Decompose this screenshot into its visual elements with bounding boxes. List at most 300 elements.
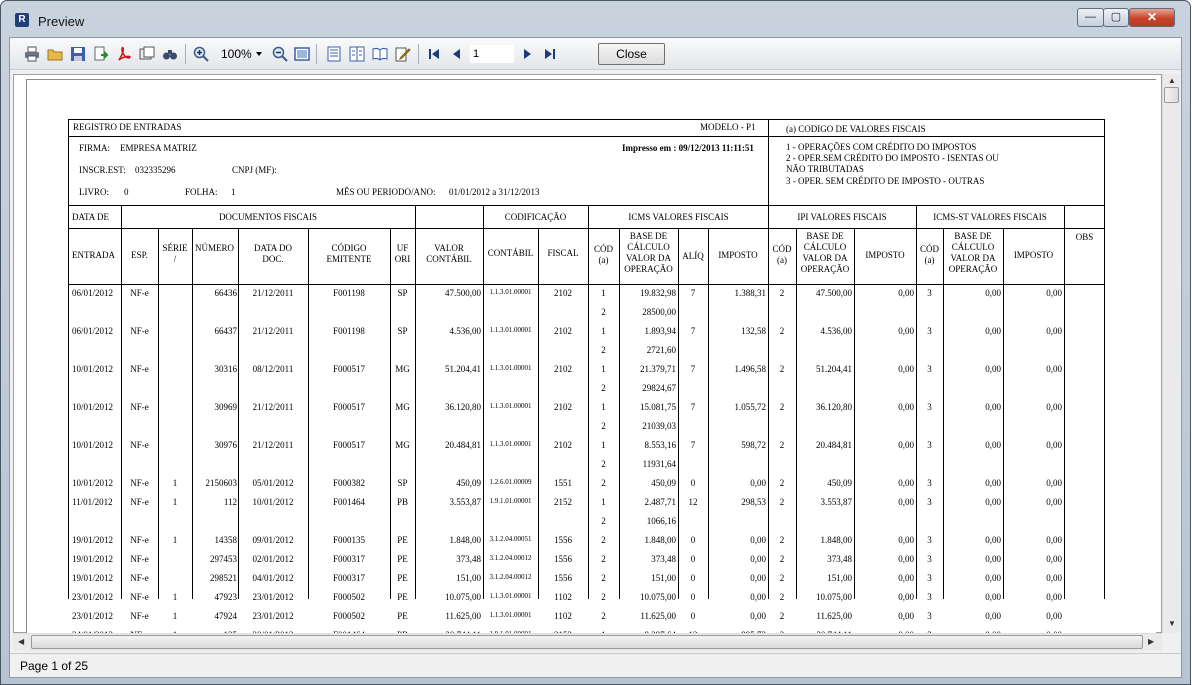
cnpj-label: CNPJ (MF): (232, 165, 277, 175)
cell-data-doc: 02/01/2012 (252, 554, 294, 564)
cell-codigo: F000502 (332, 592, 365, 602)
cell-aliq: 0 (690, 592, 696, 602)
cell-st-base: 0,00 (985, 326, 1001, 336)
cell-numero: 298521 (210, 573, 237, 583)
scroll-left-icon[interactable]: ◀ (18, 637, 25, 646)
folha-label: FOLHA: (185, 187, 218, 197)
cell-esp: NF-e (130, 554, 149, 564)
cell-data-doc: 04/01/2012 (252, 573, 294, 583)
cell-st-imposto: 0,00 (1046, 440, 1062, 450)
livro-value: 0 (124, 187, 129, 197)
cell-ipi-base: 47.500,00 (816, 288, 852, 298)
cell-cod-a: 1 (601, 440, 606, 450)
cell-fiscal: 2102 (554, 364, 572, 374)
cell-numero: 30316 (214, 364, 237, 374)
cell-valor: 450,09 (456, 478, 481, 488)
cell-codigo: F000517 (332, 402, 365, 412)
cell-ipi-base: 3.553,87 (820, 497, 852, 507)
save-icon[interactable] (70, 46, 86, 62)
cell-valor: 1.848,00 (449, 535, 481, 545)
cell-ipi-cod: 2 (779, 535, 785, 545)
cell-ipi-imposto: 0,00 (898, 573, 914, 583)
cell-numero: 2150603 (205, 478, 237, 488)
cell-entrada: 06/01/2012 (72, 326, 114, 336)
cell-fiscal: 2102 (554, 288, 572, 298)
cell-imposto: 132,58 (741, 326, 766, 336)
cell-cod-a: 1 (601, 326, 606, 336)
cell-entrada: 19/01/2012 (72, 573, 114, 583)
vertical-scroll-thumb[interactable] (1164, 87, 1179, 103)
cell-aliq: 0 (690, 554, 696, 564)
next-page-icon[interactable] (519, 46, 535, 62)
header-fiscal: FISCAL (547, 248, 579, 258)
cell-extra-base: 1066,16 (646, 516, 676, 526)
cell-ipi-base: 373,48 (827, 554, 852, 564)
printed-at: Impresso em : 09/12/2013 11:11:51 (622, 143, 754, 153)
cell-imposto: 1.388,31 (734, 288, 766, 298)
cell-valor: 4.536,00 (449, 326, 481, 336)
cell-base: 8.553,16 (644, 440, 676, 450)
cell-st-imposto: 0,00 (1046, 364, 1062, 374)
cell-uf: PB (396, 497, 408, 507)
cell-fiscal: 2152 (554, 497, 572, 507)
cell-valor: 20.484,81 (445, 440, 481, 450)
cell-ipi-base: 1.848,00 (820, 535, 852, 545)
cell-data-doc: 08/12/2011 (252, 364, 294, 374)
cell-st-base: 0,00 (985, 497, 1001, 507)
cell-serie: 1 (172, 535, 178, 545)
header-entrada: ENTRADA (72, 250, 115, 260)
header-ipi-base-3: VALOR DA (802, 253, 848, 263)
cell-aliq: 0 (690, 573, 696, 583)
cell-serie: 1 (172, 592, 178, 602)
cell-codigo: F000382 (332, 478, 365, 488)
cell-entrada: 19/01/2012 (72, 535, 114, 545)
header-icms-base-3: VALOR DA (625, 253, 672, 263)
cell-imposto: 0,00 (750, 535, 766, 545)
edit-icon[interactable] (395, 46, 411, 62)
cell-fiscal: 1102 (554, 592, 572, 602)
cell-imposto: 0,00 (750, 478, 766, 488)
cell-cod-a: 2 (601, 535, 606, 545)
cell-base: 373,48 (651, 554, 676, 564)
cell-ipi-cod: 2 (779, 478, 785, 488)
cell-ipi-cod: 2 (779, 497, 785, 507)
cell-st-base: 0,00 (985, 554, 1001, 564)
cell-codigo: F000135 (332, 535, 365, 545)
cell-fiscal: 1102 (554, 611, 572, 621)
cell-entrada: 11/01/2012 (72, 497, 113, 507)
zoom-out-icon[interactable] (272, 46, 288, 62)
cell-valor: 36.120,80 (445, 402, 481, 412)
close-button[interactable]: Close (598, 43, 665, 65)
prev-page-icon[interactable] (449, 46, 465, 62)
close-window-button[interactable]: ✕ (1129, 8, 1175, 27)
cell-numero: 14358 (214, 535, 237, 545)
cell-aliq: 0 (690, 535, 696, 545)
cell-extra-base: 28500,00 (642, 307, 676, 317)
cell-codigo: F001464 (332, 497, 365, 507)
page-status: Page 1 of 25 (20, 659, 89, 673)
cell-ipi-imposto: 0,00 (898, 611, 914, 621)
cell-extra-base: 11931,64 (642, 459, 676, 469)
cell-base: 2.487,71 (644, 497, 676, 507)
cell-fiscal: 2102 (554, 440, 572, 450)
minimize-button[interactable]: — (1077, 8, 1104, 27)
cell-numero: 47924 (214, 611, 237, 621)
chevron-down-icon[interactable] (256, 52, 262, 56)
cell-data-doc: 10/01/2012 (252, 497, 294, 507)
cell-st-imposto: 0,00 (1046, 554, 1062, 564)
cell-numero: 47923 (214, 592, 237, 602)
toolbar (10, 38, 1181, 70)
export-icon[interactable] (93, 46, 109, 62)
cell-aliq: 7 (690, 402, 696, 412)
last-page-icon[interactable] (542, 46, 558, 62)
cell-st-base: 0,00 (985, 535, 1001, 545)
scroll-down-icon[interactable]: ▼ (1168, 619, 1176, 628)
cell-base: 21.379,71 (640, 364, 676, 374)
cell-extra-base: 21039,03 (642, 421, 676, 431)
maximize-button[interactable]: ▢ (1103, 8, 1129, 27)
cell-data-doc: 23/01/2012 (252, 592, 294, 602)
header-icms-imposto: IMPOSTO (718, 250, 758, 260)
cell-st-base: 0,00 (985, 573, 1001, 583)
header-icms: ICMS VALORES FISCAIS (628, 212, 729, 222)
preview-area[interactable] (13, 74, 1162, 633)
header-icms-base-2: CÁLCULO (627, 242, 670, 252)
code-2-cont: NÃO TRIBUTADAS (786, 164, 864, 174)
title-bar[interactable] (1, 1, 1192, 35)
cell-ipi-cod: 2 (779, 326, 785, 336)
cell-uf: PE (397, 592, 408, 602)
one-page-icon[interactable] (326, 46, 342, 62)
cell-ipi-imposto: 0,00 (898, 364, 914, 374)
email-icon[interactable] (139, 46, 155, 62)
cell-ipi-imposto: 0,00 (898, 478, 914, 488)
cell-codigo: F001198 (333, 288, 365, 298)
full-screen-icon[interactable] (294, 46, 310, 62)
cell-fiscal: 1556 (554, 535, 572, 545)
cell-cod-a: 2 (601, 592, 606, 602)
scroll-up-icon[interactable]: ▲ (1168, 76, 1176, 85)
zoom-in-icon[interactable] (193, 46, 209, 62)
cell-uf: SP (397, 288, 408, 298)
cell-ipi-cod: 2 (779, 611, 785, 621)
cell-st-cod: 3 (927, 326, 932, 336)
folha-value: 1 (231, 187, 236, 197)
cell-uf: MG (395, 440, 410, 450)
cell-ipi-base: 450,09 (827, 478, 852, 488)
cell-uf: PE (397, 611, 408, 621)
header-icms-base: BASE DE (629, 231, 668, 241)
cell-valor: 373,48 (456, 554, 481, 564)
cell-aliq: 12 (688, 497, 698, 507)
cell-ipi-base: 20.484,81 (816, 440, 852, 450)
cell-st-cod: 3 (927, 440, 932, 450)
header-uf: UF (396, 243, 409, 253)
header-st-cod-a: (a) (924, 255, 935, 265)
horizontal-scrollbar[interactable] (13, 633, 1162, 651)
cell-entrada: 10/01/2012 (72, 402, 114, 412)
cell-entrada: 10/01/2012 (72, 440, 114, 450)
cell-uf: SP (397, 478, 408, 488)
periodo-value: 01/01/2012 a 31/12/2013 (449, 187, 540, 197)
cell-ipi-imposto: 0,00 (898, 326, 914, 336)
cell-entrada: 10/01/2012 (72, 478, 114, 488)
cell-codigo: F000502 (332, 611, 365, 621)
cell-base: 19.832,98 (640, 288, 676, 298)
toolbar-separator (418, 44, 419, 64)
cell-st-cod: 3 (927, 573, 932, 583)
header-esp: ESP. (131, 250, 148, 260)
page-setup-icon[interactable] (372, 46, 388, 62)
cell-valor: 47.500,00 (445, 288, 481, 298)
cell-contabil: 1.1.3.01.00001 (489, 611, 532, 619)
cell-fiscal: 2102 (554, 402, 572, 412)
cell-numero: 297453 (210, 554, 237, 564)
codes-title: (a) CODIGO DE VALORES FISCAIS (786, 124, 926, 134)
cell-valor: 51.204,41 (445, 364, 481, 374)
cell-st-base: 0,00 (985, 611, 1001, 621)
cell-st-imposto: 0,00 (1046, 535, 1062, 545)
header-codigo: CÓDIGO (331, 243, 367, 253)
cell-st-base: 0,00 (985, 440, 1001, 450)
cell-serie: 1 (172, 611, 178, 621)
cell-codigo: F001198 (333, 326, 365, 336)
cell-ipi-cod: 2 (779, 402, 785, 412)
cell-st-cod: 3 (927, 592, 932, 602)
header-serie: SÉRIE (162, 243, 188, 253)
cell-contabil: 1.1.3.01.00001 (489, 402, 532, 410)
cell-aliq: 0 (690, 611, 696, 621)
cell-base: 151,00 (651, 573, 676, 583)
cell-st-imposto: 0,00 (1046, 497, 1062, 507)
header-uf-ori: ORI (394, 254, 411, 264)
preview-client (9, 37, 1182, 678)
cell-data-doc: 23/01/2012 (252, 611, 294, 621)
cell-serie: 1 (172, 497, 178, 507)
report-title: REGISTRO DE ENTRADAS (73, 122, 182, 132)
cell-ipi-imposto: 0,00 (898, 535, 914, 545)
cell-cod-a: 2 (601, 611, 606, 621)
header-ipi-cod: CÓD (772, 244, 792, 254)
header-ipi-base: BASE DE (806, 231, 844, 241)
cell-contabil: 1.1.3.01.00001 (489, 440, 532, 448)
cell-aliq: 7 (690, 326, 696, 336)
periodo-label: MÊS OU PERIODO/ANO: (336, 187, 436, 197)
cell-imposto: 0,00 (750, 611, 766, 621)
cell-st-base: 0,00 (985, 364, 1001, 374)
app-icon: R (15, 13, 29, 27)
cell-base: 15.081,75 (640, 402, 676, 412)
cell-fiscal: 1556 (554, 573, 572, 583)
first-page-icon[interactable] (426, 46, 442, 62)
cell-cod-a: 2 (601, 478, 606, 488)
report-page (26, 79, 1156, 639)
cell-valor: 151,00 (456, 573, 481, 583)
cell-st-cod: 3 (927, 611, 932, 621)
cell-st-cod: 3 (927, 288, 932, 298)
cell-cod-a: 2 (601, 573, 606, 583)
page-number-input[interactable]: 1 (470, 45, 514, 63)
cell-esp: NF-e (130, 288, 149, 298)
cell-base: 10.075,00 (640, 592, 676, 602)
cell-codigo: F000517 (332, 364, 365, 374)
cell-extra-base: 2721,60 (646, 345, 676, 355)
header-aliq: ALÍQ (682, 251, 704, 261)
cell-ipi-base: 4.536,00 (820, 326, 852, 336)
cell-entrada: 23/01/2012 (72, 611, 114, 621)
cell-ipi-cod: 2 (779, 288, 785, 298)
cell-data-doc: 21/12/2011 (252, 440, 294, 450)
status-bar (10, 653, 1181, 677)
cell-st-cod: 3 (927, 478, 932, 488)
cell-uf: MG (395, 402, 410, 412)
cell-cod-a: 1 (601, 364, 606, 374)
cell-ipi-imposto: 0,00 (898, 497, 914, 507)
cell-codigo: F000317 (332, 554, 365, 564)
cell-cod-a: 1 (601, 288, 606, 298)
cell-st-imposto: 0,00 (1046, 402, 1062, 412)
header-data-de: DATA DE (72, 212, 110, 222)
pdf-icon[interactable] (116, 46, 132, 62)
cell-entrada: 06/01/2012 (72, 288, 114, 298)
cell-extra-cod: 2 (601, 516, 606, 526)
cell-contabil: 1.1.3.01.00001 (489, 592, 532, 600)
cell-ipi-imposto: 0,00 (898, 288, 914, 298)
cell-extra-cod: 2 (601, 459, 606, 469)
cell-entrada: 10/01/2012 (72, 364, 114, 374)
header-data-doc-2: DOC. (262, 254, 284, 264)
cell-codigo: F000517 (332, 440, 365, 450)
cell-st-imposto: 0,00 (1046, 573, 1062, 583)
cell-numero: 112 (223, 497, 237, 507)
insc-value: 032335296 (135, 165, 176, 175)
cell-valor: 10.075,00 (445, 592, 481, 602)
header-data-doc: DATA DO (253, 243, 293, 253)
cell-aliq: 7 (690, 364, 696, 374)
header-valor-contabil: CONTÁBIL (426, 254, 472, 264)
cell-fiscal: 1551 (554, 478, 572, 488)
cell-data-doc: 21/12/2011 (252, 288, 294, 298)
cell-aliq: 7 (690, 440, 696, 450)
header-ipi-base-4: OPERAÇÃO (800, 264, 850, 274)
cell-base: 1.848,00 (644, 535, 676, 545)
header-icms-cod-a: (a) (598, 255, 609, 265)
cell-aliq: 7 (690, 288, 696, 298)
code-2: 2 - OPER.SEM CRÉDITO DO IMPOSTO - ISENTAS OU (786, 153, 999, 163)
code-3: 3 - OPER. SEM CRÉDITO DE IMPOSTO - OUTRAS (786, 176, 985, 186)
window-title: Preview (38, 14, 85, 29)
cell-uf: MG (395, 364, 410, 374)
header-icms-cod: CÓD (593, 244, 613, 254)
cell-extra-cod: 2 (601, 345, 606, 355)
cell-cod-a: 1 (601, 497, 606, 507)
header-ipi: IPI VALORES FISCAIS (797, 212, 887, 222)
two-pages-icon[interactable] (349, 46, 365, 62)
cell-extra-base: 29824,67 (642, 383, 676, 393)
cell-data-doc: 21/12/2011 (252, 326, 294, 336)
cell-contabil: 3.1.2.04.00012 (489, 573, 532, 581)
open-icon[interactable] (47, 46, 63, 62)
header-st-base-4: OPERAÇÃO (948, 264, 998, 274)
header-numero: NÚMERO (194, 243, 234, 253)
cell-st-cod: 3 (927, 364, 932, 374)
cell-st-base: 0,00 (985, 478, 1001, 488)
cell-st-imposto: 0,00 (1046, 326, 1062, 336)
cell-ipi-cod: 2 (779, 554, 785, 564)
code-1: 1 - OPERAÇÕES COM CRÉDITO DO IMPOSTOS (786, 142, 977, 152)
cell-ipi-cod: 2 (779, 573, 785, 583)
zoom-select[interactable]: 100% (221, 47, 252, 61)
find-icon[interactable] (162, 46, 178, 62)
header-st-cod: CÓD (919, 244, 939, 254)
scroll-right-icon[interactable]: ▶ (1148, 637, 1155, 646)
vertical-scrollbar[interactable] (1162, 74, 1180, 633)
cell-esp: NF-e (130, 402, 149, 412)
header-serie-slash: / (173, 254, 177, 264)
cell-st-cod: 3 (927, 554, 932, 564)
cell-ipi-imposto: 0,00 (898, 554, 914, 564)
cell-uf: PE (397, 573, 408, 583)
cell-imposto: 0,00 (750, 554, 766, 564)
header-icms-base-4: OPERAÇÃO (624, 264, 673, 274)
cell-base: 1.893,94 (644, 326, 676, 336)
insc-label: INSCR.EST: (79, 165, 126, 175)
header-ipi-imposto: IMPOSTO (865, 250, 905, 260)
header-st-base: BASE DE (954, 231, 992, 241)
cell-st-imposto: 0,00 (1046, 478, 1062, 488)
header-icmsst: ICMS-ST VALORES FISCAIS (933, 212, 1047, 222)
cell-esp: NF-e (130, 440, 149, 450)
cell-ipi-base: 11.625,00 (816, 611, 852, 621)
horizontal-scroll-thumb[interactable] (31, 635, 1143, 649)
toolbar-separator (185, 44, 186, 64)
cell-entrada: 23/01/2012 (72, 592, 114, 602)
cell-numero: 66436 (214, 288, 237, 298)
header-ipi-cod-a: (a) (777, 255, 787, 265)
cell-st-base: 0,00 (985, 288, 1001, 298)
header-st-imposto: IMPOSTO (1013, 250, 1054, 260)
cell-uf: SP (397, 326, 408, 336)
cell-serie: 1 (172, 478, 178, 488)
cell-ipi-base: 36.120,80 (816, 402, 852, 412)
cell-ipi-imposto: 0,00 (898, 402, 914, 412)
cell-contabil: 1.9.1.01.00001 (489, 497, 532, 505)
header-emitente: EMITENTE (326, 254, 372, 264)
cell-esp: NF-e (130, 535, 149, 545)
cell-esp: NF-e (130, 364, 149, 374)
cell-uf: PE (397, 535, 408, 545)
cell-base: 11.625,00 (640, 611, 676, 621)
cell-contabil: 1.1.3.01.00001 (489, 288, 532, 296)
cell-base: 450,09 (651, 478, 676, 488)
cell-cod-a: 1 (601, 402, 606, 412)
cell-numero: 66437 (214, 326, 237, 336)
cell-imposto: 598,72 (741, 440, 766, 450)
cell-contabil: 1.2.6.01.00009 (489, 478, 532, 486)
cell-extra-cod: 2 (601, 383, 606, 393)
firma-value: EMPRESA MATRIZ (120, 143, 197, 153)
cell-esp: NF-e (130, 573, 149, 583)
modelo-label: MODELO - P1 (700, 122, 756, 132)
cell-ipi-base: 151,00 (827, 573, 852, 583)
cell-st-imposto: 0,00 (1046, 288, 1062, 298)
cell-st-imposto: 0,00 (1046, 611, 1062, 621)
cell-contabil: 1.1.3.01.00001 (489, 364, 532, 372)
print-icon[interactable] (24, 46, 40, 62)
